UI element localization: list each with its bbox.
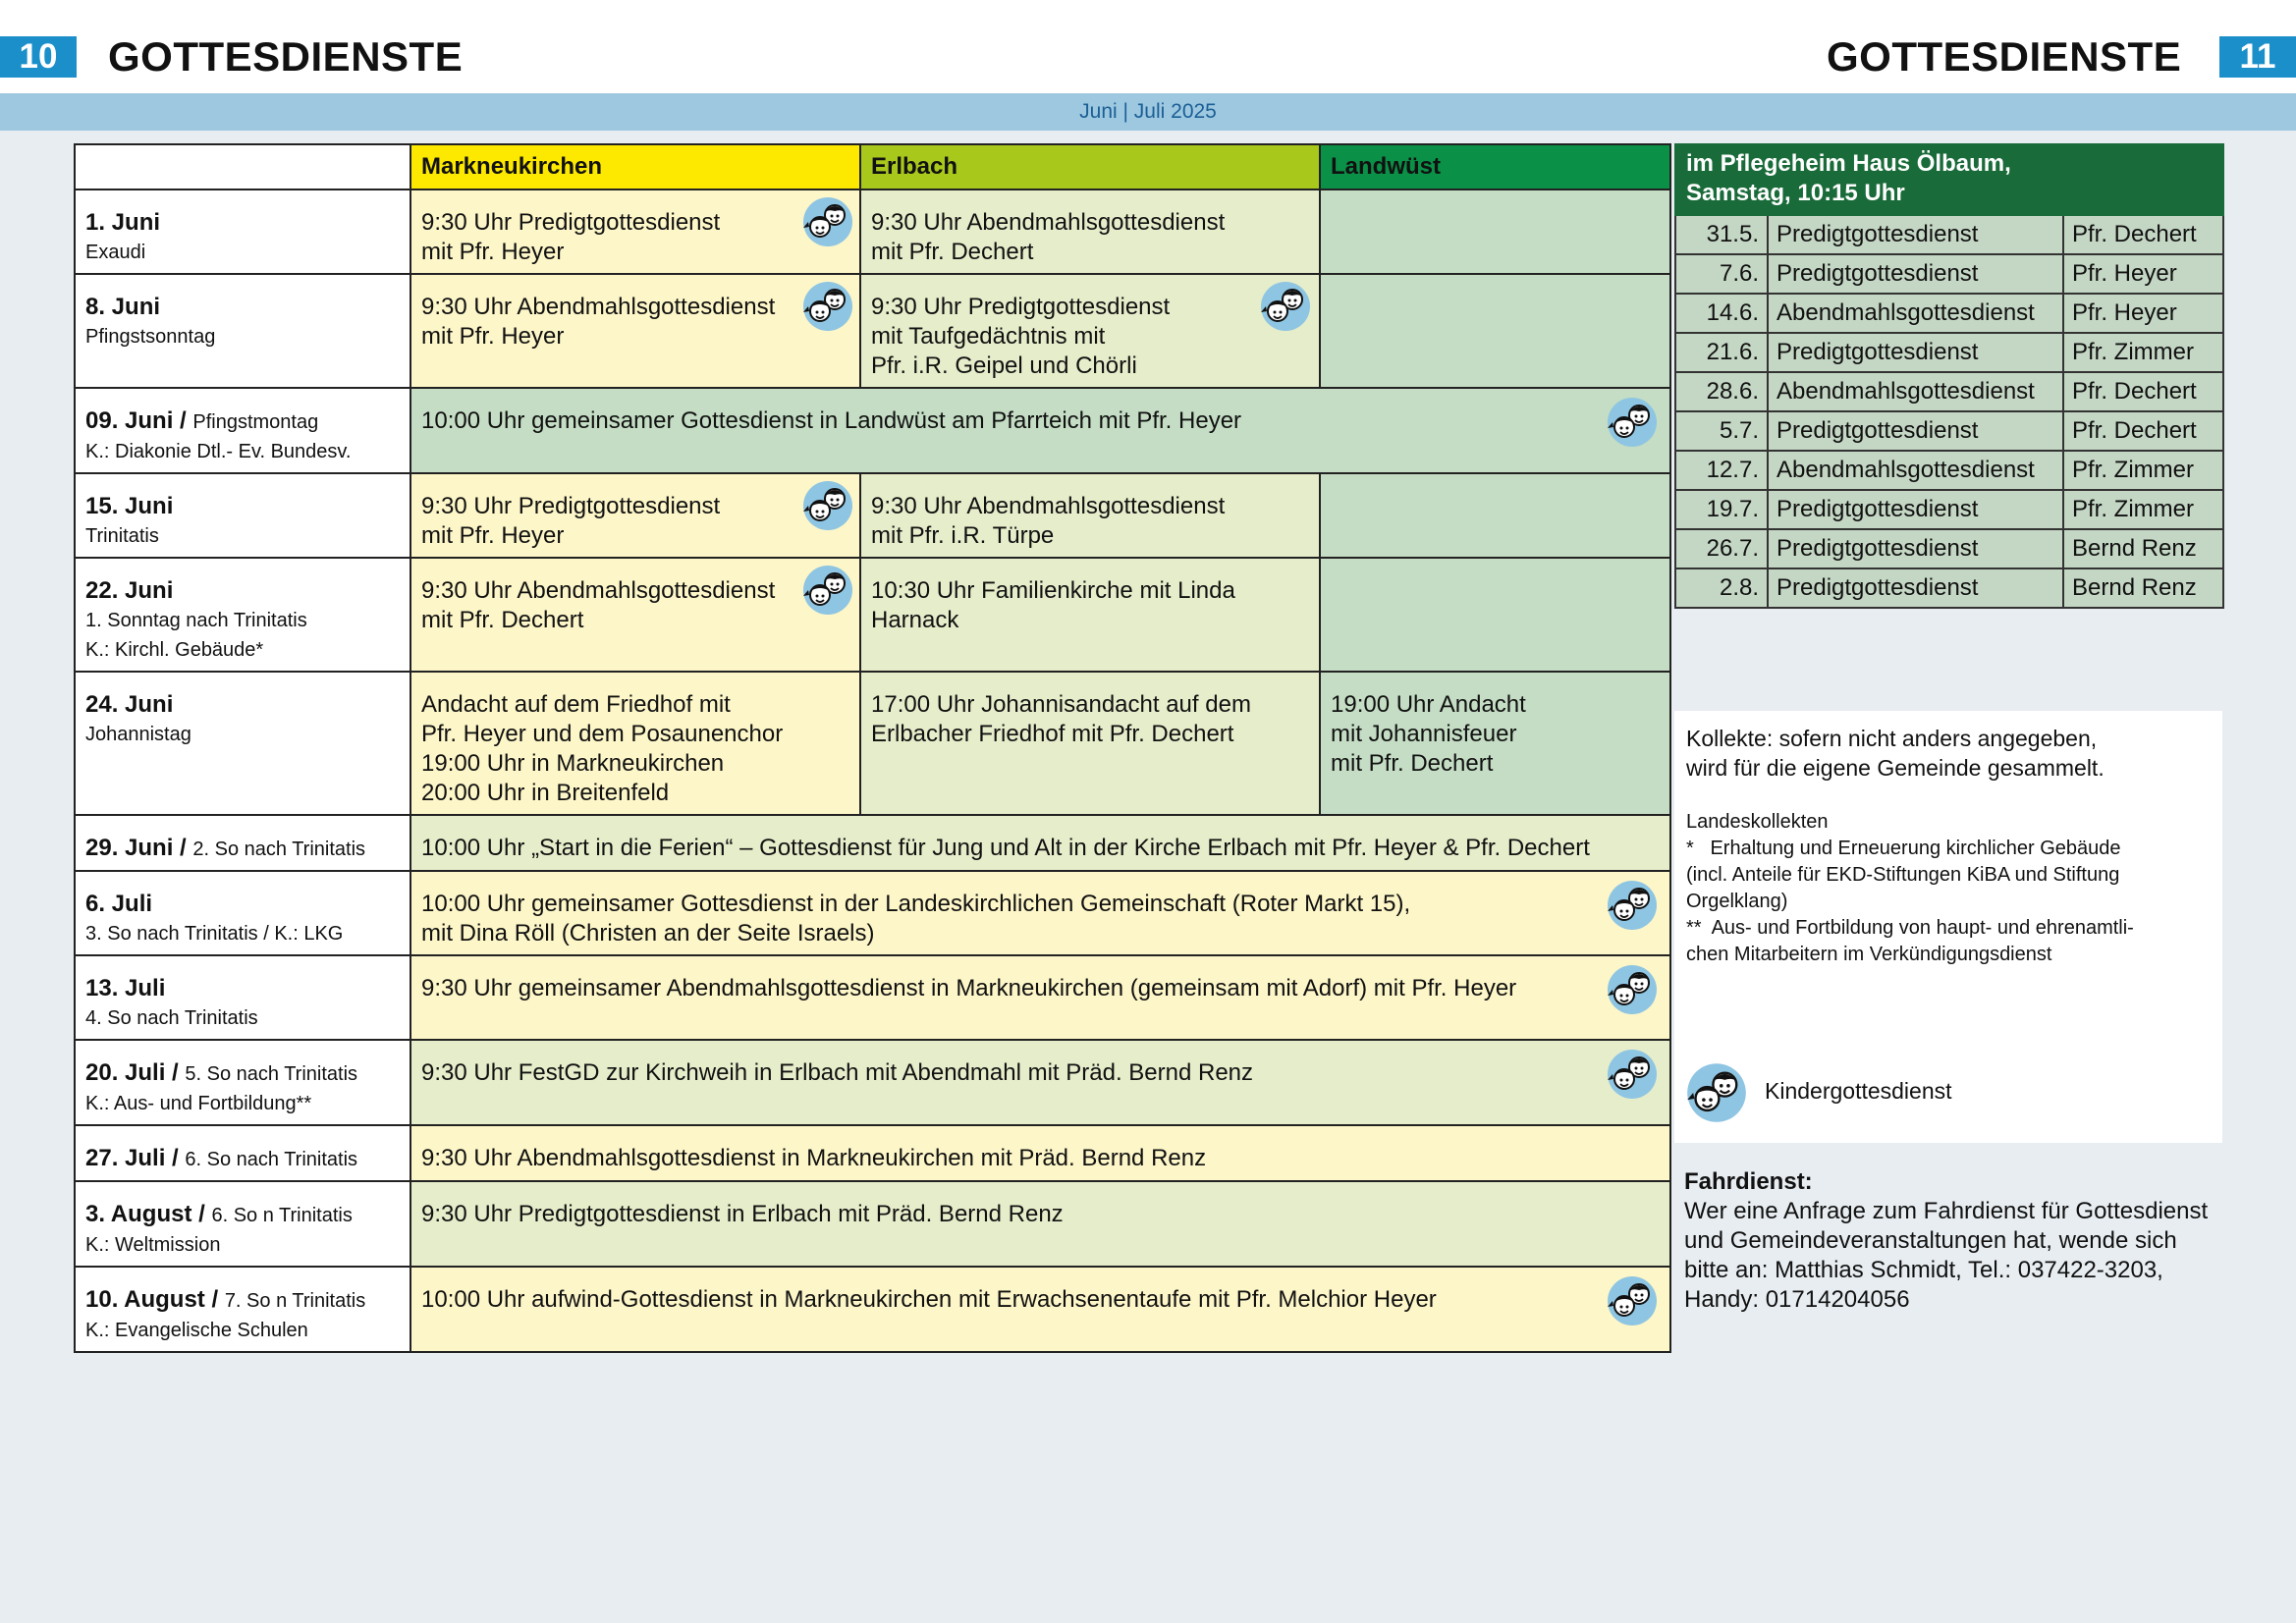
pflegeheim-minister: Bernd Renz [2063, 568, 2223, 608]
pflegeheim-row [1675, 568, 2223, 608]
date-cell [75, 1181, 410, 1267]
pflegeheim-date: 14.6. [1675, 294, 1768, 333]
kids-faces-icon [802, 281, 853, 332]
erlbach-cell [860, 672, 1320, 815]
pflegeheim-row [1675, 254, 2223, 294]
date-note: Exaudi [85, 242, 146, 263]
joint-service-cell [410, 1125, 1670, 1181]
joint-service-cell-text: 10:00 Uhr aufwind-Gottesdienst in Markneukirchen mit Erwachsenentaufe mit Pfr. Melchior Heyer [421, 1286, 1437, 1313]
period-label: Juni | Juli 2025 [1079, 100, 1217, 123]
pflegeheim-date: 2.8. [1675, 568, 1768, 608]
date-note: Pfingstsonntag [85, 326, 216, 348]
schedule-row [75, 1040, 1670, 1125]
joint-service-cell-text: 10:00 Uhr „Start in die Ferien“ – Gottesdienst für Jung und Alt in der Kirche Erlbach mit Pfr. Heyer & Pfr. Dechert [421, 835, 1590, 861]
pflegeheim-minister: Bernd Renz [2063, 529, 2223, 568]
date-cell [75, 189, 410, 274]
date-label: 6. Juli [85, 891, 153, 917]
schedule-row [75, 558, 1670, 672]
schedule-row [75, 1267, 1670, 1352]
pflegeheim-service-type: Predigtgottesdienst [1768, 568, 2063, 608]
joint-service-cell-text: 10:00 Uhr gemeinsamer Gottesdienst in Landwüst am Pfarrteich mit Pfr. Heyer [421, 407, 1242, 434]
kids-faces-icon [1607, 397, 1658, 448]
kids-faces-icon [802, 196, 853, 247]
landwuest-cell [1320, 473, 1670, 558]
date-note: Trinitatis [85, 525, 159, 547]
joint-service-cell-text: 9:30 Uhr Predigtgottesdienst in Erlbach mit Präd. Bernd Renz [421, 1201, 1064, 1227]
pflegeheim-date: 21.6. [1675, 333, 1768, 372]
pflegeheim-date: 31.5. [1675, 215, 1768, 254]
fahrdienst-line1: Wer eine Anfrage zum Fahrdienst für Gottesdienst [1684, 1198, 2209, 1224]
markneukirchen-cell [410, 558, 860, 672]
markneukirchen-cell-text: 9:30 Uhr Abendmahlsgottesdienst mit Pfr. Dechert [421, 577, 776, 633]
joint-service-cell-text: 9:30 Uhr FestGD zur Kirchweih in Erlbach mit Abendmahl mit Präd. Bernd Renz [421, 1059, 1254, 1086]
pflegeheim-row [1675, 451, 2223, 490]
erlbach-cell-text: 9:30 Uhr Abendmahlsgottesdienst mit Pfr. i.R. Türpe [871, 493, 1226, 549]
date-cell [75, 871, 410, 955]
pflegeheim-service-type: Abendmahlsgottesdienst [1768, 372, 2063, 411]
kollekte-note [1686, 724, 2105, 783]
note1-line1: * Erhaltung und Erneuerung kirchlicher Gebäude [1686, 838, 2121, 859]
pflegeheim-date: 19.7. [1675, 490, 1768, 529]
schedule-header-row [75, 144, 1670, 189]
landeskollekten-title: Landeskollekten [1686, 811, 1829, 833]
kollekte-line1: Kollekte: sofern nicht anders angegeben, [1686, 726, 2098, 751]
schedule-row [75, 473, 1670, 558]
schedule-row [75, 871, 1670, 955]
joint-service-cell-text: 9:30 Uhr Abendmahlsgottesdienst in Markneukirchen mit Präd. Bernd Renz [421, 1145, 1207, 1171]
column-header-markneukirchen: Markneukirchen [410, 144, 860, 189]
date-label: 15. Juni [85, 493, 174, 519]
date-label: 24. Juni [85, 691, 174, 718]
column-header-erlbach: Erlbach [860, 144, 1320, 189]
date-cell [75, 274, 410, 388]
date-subtitle: 2. So nach Trinitatis [192, 839, 366, 860]
date-subtitle: 7. So n Trinitatis [224, 1290, 366, 1312]
date-subtitle: 6. So n Trinitatis [211, 1205, 353, 1226]
fahrdienst-line4: Handy: 01714204056 [1684, 1286, 1910, 1313]
date-cell [75, 815, 410, 871]
pflegeheim-header-row [1675, 144, 2223, 215]
date-cell [75, 388, 410, 473]
pflegeheim-date: 26.7. [1675, 529, 1768, 568]
date-note: K.: Weltmission [85, 1234, 221, 1256]
date-label: 09. Juni / [85, 407, 187, 434]
markneukirchen-cell [410, 672, 860, 815]
schedule-row [75, 1181, 1670, 1267]
pflegeheim-minister: Pfr. Zimmer [2063, 490, 2223, 529]
date-subtitle: 6. So nach Trinitatis [185, 1149, 358, 1170]
schedule-row [75, 189, 1670, 274]
legend-label: Kindergottesdienst [1765, 1078, 1952, 1104]
kids-faces-icon [1686, 1062, 1747, 1123]
date-label: 8. Juni [85, 294, 161, 320]
markneukirchen-cell-text: Andacht auf dem Friedhof mit Pfr. Heyer und dem Posaunenchor 19:00 Uhr in Markneukirchen 20:00 Uhr in Breitenfeld [421, 691, 784, 806]
note1-line3: Orgelklang) [1686, 891, 1788, 912]
schedule-row [75, 274, 1670, 388]
date-label: 27. Juli / [85, 1145, 179, 1171]
date-label: 22. Juni [85, 577, 174, 604]
schedule-row [75, 388, 1670, 473]
pflegeheim-row [1675, 490, 2223, 529]
kids-faces-icon [1607, 964, 1658, 1015]
pflegeheim-title [1675, 144, 2223, 215]
landwuest-cell [1320, 558, 1670, 672]
pflegeheim-service-type: Predigtgottesdienst [1768, 215, 2063, 254]
pflegeheim-service-type: Abendmahlsgottesdienst [1768, 294, 2063, 333]
pflegeheim-service-type: Predigtgottesdienst [1768, 411, 2063, 451]
schedule-row [75, 815, 1670, 871]
page-title-right: GOTTESDIENSTE [1827, 33, 2182, 80]
date-label: 20. Juli / [85, 1059, 179, 1086]
kids-faces-icon [1607, 1275, 1658, 1326]
landwuest-cell [1320, 672, 1670, 815]
date-subtitle: 5. So nach Trinitatis [185, 1063, 358, 1085]
pflegeheim-date: 12.7. [1675, 451, 1768, 490]
markneukirchen-cell [410, 189, 860, 274]
schedule-row [75, 672, 1670, 815]
markneukirchen-cell [410, 274, 860, 388]
pflegeheim-service-type: Predigtgottesdienst [1768, 333, 2063, 372]
date-subtitle: Pfingstmontag [192, 411, 319, 433]
kids-faces-icon [1607, 1049, 1658, 1100]
date-note: 1. Sonntag nach Trinitatis [85, 610, 307, 631]
date-cell [75, 1040, 410, 1125]
erlbach-cell-text: 10:30 Uhr Familienkirche mit Linda Harnack [871, 577, 1235, 633]
header-empty-cell [75, 144, 410, 189]
landwuest-cell [1320, 189, 1670, 274]
pflegeheim-minister: Pfr. Dechert [2063, 215, 2223, 254]
note1-line2: (incl. Anteile für EKD-Stiftungen KiBA und Stiftung [1686, 864, 2120, 886]
joint-service-cell-text: 9:30 Uhr gemeinsamer Abendmahlsgottesdienst in Markneukirchen (gemeinsam mit Adorf) mit Pfr. Heyer [421, 975, 1517, 1001]
erlbach-cell [860, 473, 1320, 558]
date-label: 13. Juli [85, 975, 166, 1001]
erlbach-cell-text: 9:30 Uhr Abendmahlsgottesdienst mit Pfr. Dechert [871, 209, 1226, 265]
fahrdienst-section [1684, 1167, 2234, 1315]
pflegeheim-date: 5.7. [1675, 411, 1768, 451]
pflegeheim-minister: Pfr. Heyer [2063, 294, 2223, 333]
date-note: 3. So nach Trinitatis / K.: LKG [85, 923, 344, 945]
kids-faces-icon [1607, 880, 1658, 931]
pflegeheim-row [1675, 372, 2223, 411]
joint-service-cell [410, 815, 1670, 871]
pflegeheim-minister: Pfr. Zimmer [2063, 333, 2223, 372]
column-header-landwuest: Landwüst [1320, 144, 1670, 189]
markneukirchen-cell [410, 473, 860, 558]
kollekte-line2: wird für die eigene Gemeinde gesammelt. [1686, 755, 2105, 781]
pflegeheim-title-line2: Samstag, 10:15 Uhr [1686, 180, 1905, 206]
pflegeheim-minister: Pfr. Zimmer [2063, 451, 2223, 490]
joint-service-cell [410, 955, 1670, 1040]
collection-info-box [1674, 711, 2222, 1143]
date-note: K.: Evangelische Schulen [85, 1320, 308, 1341]
joint-service-cell [410, 388, 1670, 473]
landwuest-cell-text: 19:00 Uhr Andacht mit Johannisfeuer mit Pfr. Dechert [1331, 691, 1526, 777]
joint-service-cell [410, 1267, 1670, 1352]
date-note: 4. So nach Trinitatis [85, 1007, 258, 1029]
page-number-right: 11 [2219, 36, 2296, 78]
erlbach-cell-text: 17:00 Uhr Johannisandacht auf dem Erlbacher Friedhof mit Pfr. Dechert [871, 691, 1251, 747]
joint-service-cell-text: 10:00 Uhr gemeinsamer Gottesdienst in der Landeskirchlichen Gemeinschaft (Roter Markt 15), mit Dina Röll (Christen an der Seite Israels) [421, 891, 1411, 947]
date-note: Johannistag [85, 724, 191, 745]
landwuest-cell [1320, 274, 1670, 388]
joint-service-cell [410, 871, 1670, 955]
pflegeheim-date: 7.6. [1675, 254, 1768, 294]
pflegeheim-row [1675, 294, 2223, 333]
date-cell [75, 672, 410, 815]
pflegeheim-minister: Pfr. Heyer [2063, 254, 2223, 294]
date-note: K.: Diakonie Dtl.- Ev. Bundesv. [85, 441, 352, 462]
joint-service-cell [410, 1181, 1670, 1267]
markneukirchen-cell-text: 9:30 Uhr Predigtgottesdienst mit Pfr. Heyer [421, 209, 721, 265]
date-cell [75, 1267, 410, 1352]
erlbach-cell [860, 189, 1320, 274]
date-note: K.: Aus- und Fortbildung** [85, 1093, 312, 1114]
pflegeheim-service-type: Abendmahlsgottesdienst [1768, 451, 2063, 490]
date-label: 3. August / [85, 1201, 205, 1227]
date-cell [75, 558, 410, 672]
pflegeheim-row [1675, 333, 2223, 372]
date-cell [75, 955, 410, 1040]
pflegeheim-row [1675, 411, 2223, 451]
schedule-row [75, 1125, 1670, 1181]
page-number-left: 10 [0, 36, 77, 78]
date-label: 1. Juni [85, 209, 161, 236]
markneukirchen-cell-text: 9:30 Uhr Abendmahlsgottesdienst mit Pfr. Heyer [421, 294, 776, 350]
pflegeheim-service-type: Predigtgottesdienst [1768, 490, 2063, 529]
fahrdienst-title: Fahrdienst: [1684, 1168, 1813, 1195]
kids-faces-icon [802, 480, 853, 531]
date-label: 10. August / [85, 1286, 219, 1313]
date-cell [75, 473, 410, 558]
landeskollekten-note [1686, 809, 2216, 968]
pflegeheim-title-line1: im Pflegeheim Haus Ölbaum, [1686, 150, 2011, 177]
date-note: K.: Kirchl. Gebäude* [85, 639, 264, 661]
period-band [0, 93, 2296, 131]
pflegeheim-table [1674, 143, 2224, 609]
fahrdienst-line2: und Gemeindeveranstaltungen hat, wende sich [1684, 1227, 2177, 1254]
pflegeheim-minister: Pfr. Dechert [2063, 411, 2223, 451]
date-label: 29. Juni / [85, 835, 187, 861]
page-title-left: GOTTESDIENSTE [108, 33, 464, 80]
joint-service-cell [410, 1040, 1670, 1125]
erlbach-cell-text: 9:30 Uhr Predigtgottesdienst mit Taufgedächtnis mit Pfr. i.R. Geipel und Chörli [871, 294, 1171, 379]
fahrdienst-line3: bitte an: Matthias Schmidt, Tel.: 037422-3203, [1684, 1257, 2163, 1283]
pflegeheim-service-type: Predigtgottesdienst [1768, 254, 2063, 294]
note2-line2: chen Mitarbeitern im Verkündigungsdienst [1686, 944, 2052, 965]
date-cell [75, 1125, 410, 1181]
erlbach-cell [860, 274, 1320, 388]
pflegeheim-minister: Pfr. Dechert [2063, 372, 2223, 411]
schedule-row [75, 955, 1670, 1040]
kids-faces-icon [802, 565, 853, 616]
kids-faces-icon [1260, 281, 1311, 332]
pflegeheim-row [1675, 529, 2223, 568]
markneukirchen-cell-text: 9:30 Uhr Predigtgottesdienst mit Pfr. Heyer [421, 493, 721, 549]
note2-line1: ** Aus- und Fortbildung von haupt- und ehrenamtli- [1686, 917, 2134, 939]
pflegeheim-row [1675, 215, 2223, 254]
pflegeheim-service-type: Predigtgottesdienst [1768, 529, 2063, 568]
erlbach-cell [860, 558, 1320, 672]
pflegeheim-date: 28.6. [1675, 372, 1768, 411]
schedule-table [74, 143, 1671, 1353]
